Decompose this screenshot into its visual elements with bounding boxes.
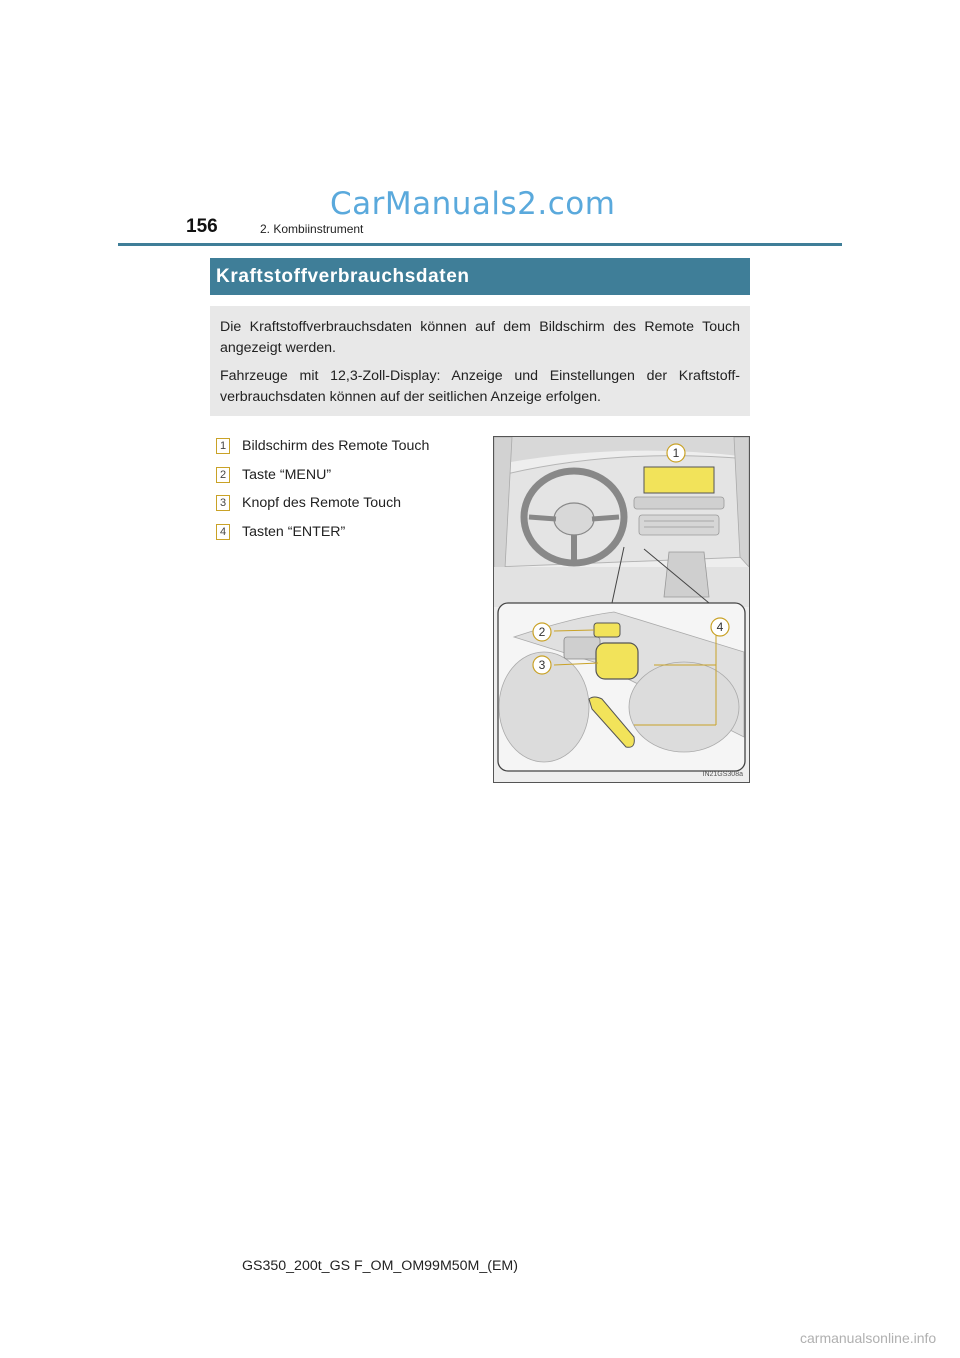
callout-label: Taste “MENU”	[242, 466, 332, 483]
display-screen-highlight	[644, 467, 714, 493]
intro-paragraph-1: Die Kraftstoffverbrauchsdaten können auf dem Bildschirm des Remote Touch angezeigt werden.	[220, 319, 740, 356]
figure-marker-2-label: 2	[538, 625, 546, 639]
callout-list	[216, 432, 476, 546]
figure-marker-1	[667, 444, 685, 462]
callout-item	[216, 518, 476, 547]
dashboard-illustration	[493, 436, 750, 783]
callout-number-badge: 3	[216, 495, 230, 511]
figure-marker-3-label: 3	[538, 658, 546, 672]
figure-marker-4	[711, 618, 729, 636]
intro-box	[210, 306, 750, 416]
watermark-link[interactable]: CarManuals2.com	[330, 186, 616, 222]
callout-item	[216, 432, 476, 461]
callout-number-badge: 1	[216, 438, 230, 454]
intro-paragraph-2: Fahrzeuge mit 12,3-Zoll-Display: Anzeige und Einstellungen der Kraftstoff-verbrauchsdaten können auf der seitlichen Anzeige erfolgen.	[220, 368, 740, 405]
callout-label: Tasten “ENTER”	[242, 523, 346, 540]
callout-label: Knopf des Remote Touch	[242, 495, 402, 512]
dashboard-illustration-svg	[494, 437, 749, 782]
figure-code: IN21GS308a	[702, 771, 743, 778]
figure-marker-4-label: 4	[716, 620, 724, 634]
callout-label: Bildschirm des Remote Touch	[242, 438, 430, 455]
remote-touch-knob-highlight	[596, 643, 638, 679]
footer-site-watermark[interactable]: carmanualsonline.info	[800, 1330, 937, 1346]
header-divider	[118, 243, 842, 246]
page-number: 156	[186, 216, 218, 237]
callout-number-badge: 2	[216, 467, 230, 483]
callout-number-badge: 4	[216, 524, 230, 540]
footer-doc-id: GS350_200t_GS F_OM_OM99M50M_(EM)	[242, 1258, 518, 1274]
section-title: Kraftstoffverbrauchsdaten	[210, 258, 750, 295]
menu-button-highlight	[594, 623, 620, 637]
callout-item	[216, 489, 476, 518]
chapter-title: 2. Kombiinstrument	[260, 222, 364, 236]
figure-marker-2	[533, 623, 551, 641]
callout-item	[216, 461, 476, 490]
figure-marker-3	[533, 656, 551, 674]
figure-marker-1-label: 1	[672, 446, 680, 460]
